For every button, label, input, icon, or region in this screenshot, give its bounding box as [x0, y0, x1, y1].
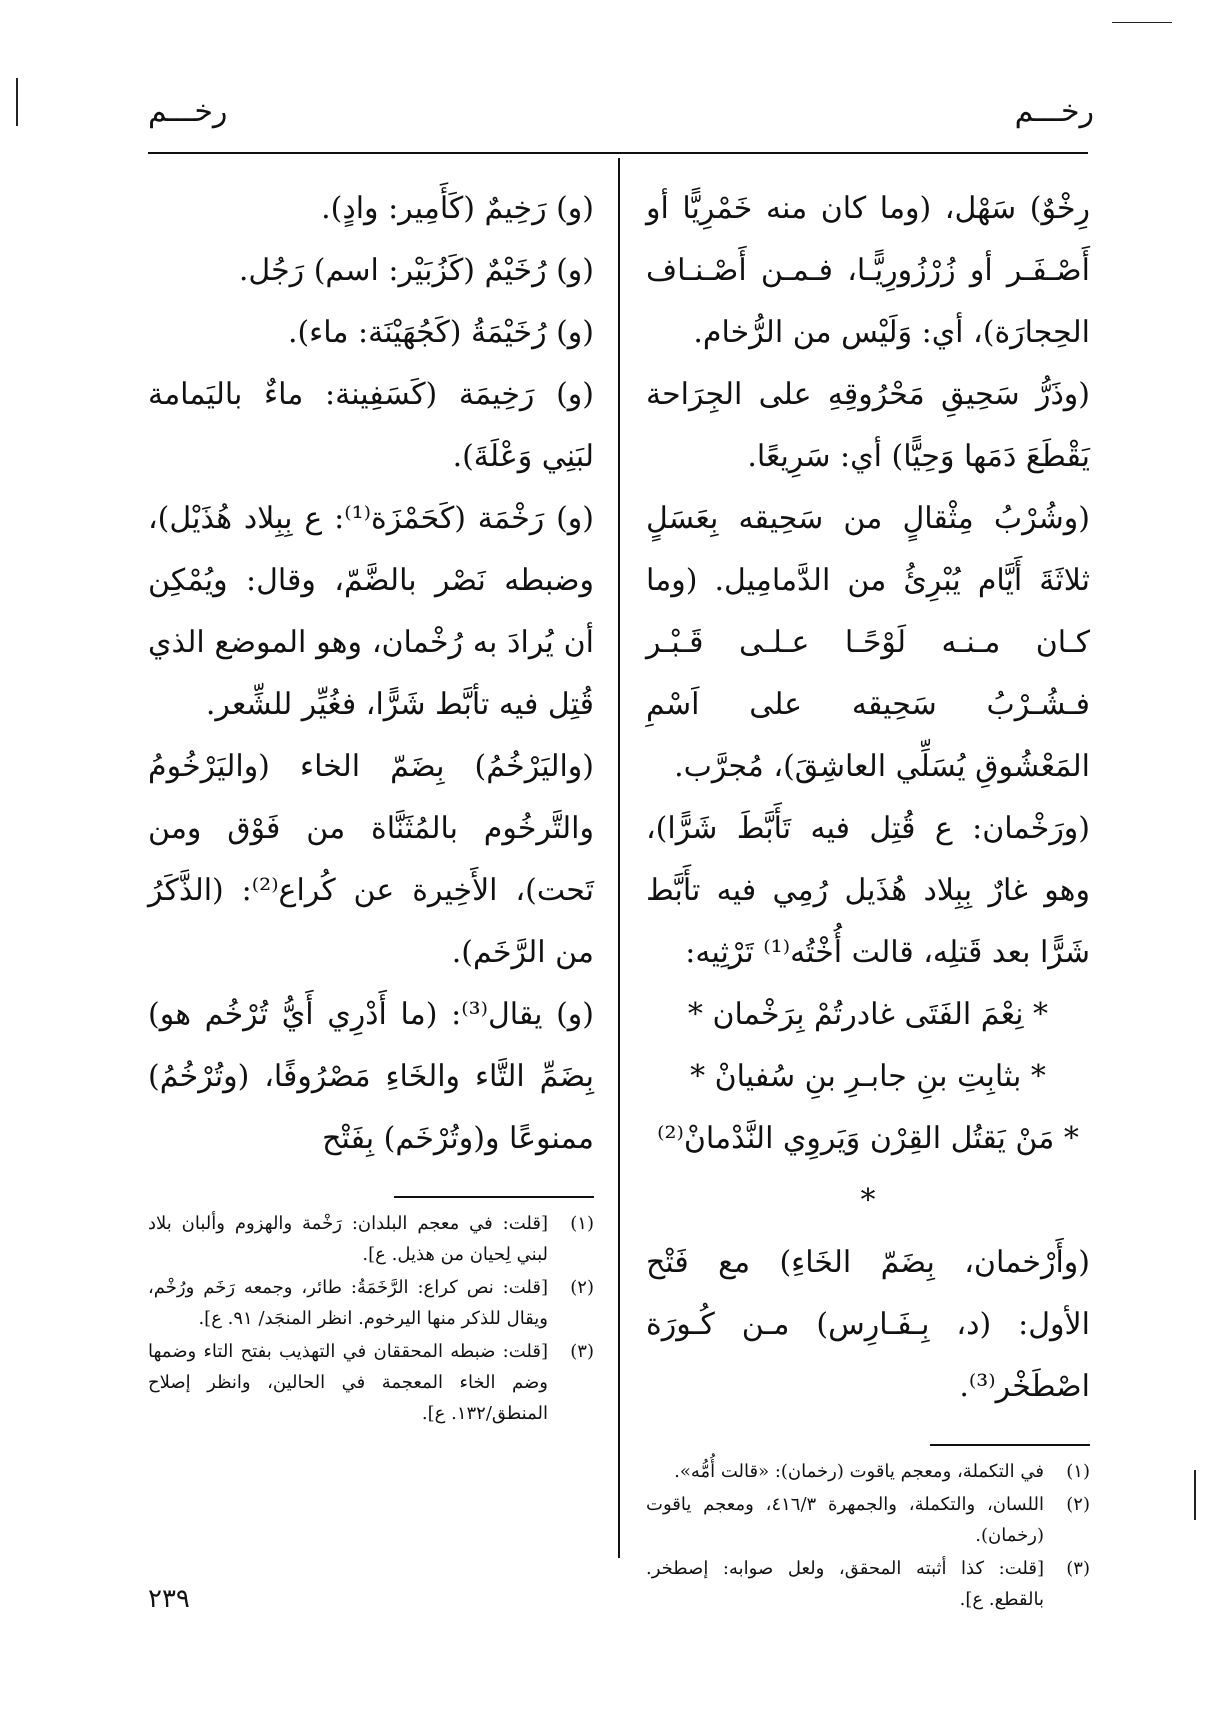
- footnote-number: (٣): [1066, 1558, 1090, 1579]
- left-paragraph-7: (و) يقال⁽³⁾: (ما أَدْرِي أَيُّ تُرْخُم هو) بِضَمِّ التَّاء والخَاءِ مَصْرُوفًا، (وتُرْخُمُ) ممنوعًا و(وتُرْخَم) بِفَتْح: [148, 997, 594, 1156]
- running-header-right: رخـــم: [1014, 94, 1094, 129]
- footnote-text: [قلت: نص كراع: الرَّخَمَةُ: طائر، وجمعه رَخَم ورُخْم، ويقال للذكر منها اليرخوم. انظر المنجَد/ ٩١. ع].: [148, 1277, 548, 1329]
- footnote-text: [قلت: في معجم البلدان: رَخْمة والهزوم وألبان بلاد لبني لِحيان من هذيل. ع].: [148, 1213, 548, 1265]
- right-footnote-3: [646, 1553, 1090, 1615]
- right-paragraph-3: (وشُرْبُ مِثْقالٍ من سَحِيقه بِعَسَلٍ ثلاثَةَ أَيَّام يُبْرِئُ من الدَّمامِيل. (وما كـان مـنـه لَوْحًـا عـلـى قَـبْـر فـشُـرْبُ سَحِيقه على اَسْمِ المَعْشُوقِ يُسَلِّي العاشِقَ)، مُجرَّب.: [646, 501, 1090, 784]
- right-paragraph-1: رِخْوٌ) سَهْل، (وما كان منه خَمْرِيًّا أو أَصْـفَـر أو زُرْزُورِيًّـا، فـمـن أَصْـنـاف الحِجارَة)، أي: وَلَيْس من الرُّخام.: [646, 191, 1090, 350]
- page-number: ٢٣٩: [148, 1584, 190, 1614]
- right-footnote-rule: [930, 1444, 1090, 1446]
- footnote-text: في التكملة، ومعجم ياقوت (رخمان): «قالت أُمُّه».: [674, 1461, 1044, 1482]
- left-paragraph-4: (و) رَخِيمَة (كَسَفِينة: ماءٌ باليَمامة لبَنِي وَعْلَةَ).: [148, 377, 594, 474]
- left-footnote-2: [148, 1272, 594, 1334]
- right-column: [646, 178, 1090, 1617]
- left-paragraph-3: (و) رُخَيْمَةُ (كَجُهَيْنَة: ماء).: [287, 315, 594, 350]
- footnote-number: (٢): [1066, 1494, 1090, 1515]
- right-paragraph-4: (ورَخْمان: ع قُتِل فيه تَأَبَّطَ شَرًّا)، وهو غارٌ بِبِلاد هُذَيل رُمِي فيه تأَبَّط شَرًّا بعد قَتلِه، قالت أُخْتُه⁽¹⁾ تَرْثِيه:: [646, 811, 1090, 970]
- right-footnote-2: [646, 1489, 1090, 1551]
- scan-edge-mark-right: [1194, 1470, 1196, 1520]
- right-footnote-1: [646, 1456, 1090, 1487]
- right-paragraph-closing: (وأَرْخمان، بِضَمّ الخَاءِ) مع فَتْح الأول: (د، بِـفَـارِس) مـن كُـورَة اصْطَخْر⁽³⁾.: [646, 1245, 1090, 1404]
- header-rule: [148, 152, 1088, 154]
- left-paragraph-2: (و) رُخَيْمٌ (كَزُبَيْر: اسم) رَجُل.: [238, 253, 594, 288]
- left-paragraph-6: (واليَرْخُمُ) بِضَمّ الخاء (واليَرْخُومُ والتَّرخُوم بالمُثَنَّاة من فَوْق ومن تَحت)، الأَخِيرة عن كُراع⁽²⁾: (الذَّكَرُ من الرَّخَم).: [148, 749, 594, 970]
- left-column: [148, 178, 594, 1431]
- left-footnote-rule: [394, 1196, 594, 1198]
- verse-line-3: * مَنْ يَقتُل القِرْن وَيَروِي النَّدْمانْ⁽²⁾ *: [657, 1121, 1079, 1218]
- left-paragraph-5: (و) رَخْمَة (كَحَمْزَة⁽¹⁾: ع بِبِلاد هُذَيْل)، وضبطه نَصْر بالضَّمّ، وقال: ويُمْكِن أن يُرادَ به رُخْمان، وهو الموضع الذي قُتِل فيه تأبَّط شَرًّا، فغُيِّر للشِّعر.: [148, 501, 594, 722]
- footnote-number: (٣): [570, 1341, 594, 1362]
- footnote-number: (١): [570, 1213, 594, 1234]
- footnote-text: [قلت: كذا أثبته المحقق، ولعل صوابه: إصطخر. بالقطع. ع].: [646, 1558, 1044, 1610]
- scan-edge-mark-left: [16, 78, 18, 126]
- left-footnote-1: [148, 1208, 594, 1270]
- scan-edge-mark-top-right: [1112, 22, 1172, 23]
- footnote-number: (١): [1066, 1461, 1090, 1482]
- right-paragraph-2: (وذَرُّ سَحِيقِ مَحْرُوقِهِ على الجِرَاحة يَقْطَعَ دَمَها وَحِيًّا) أي: سَرِيعًا.: [646, 377, 1090, 474]
- footnote-text: [قلت: ضبطه المحققان في التهذيب بفتح التاء وضمها وضم الخاء المعجمة في الحالين، وانظر إصلاح المنطق/١٣٢. ع].: [148, 1341, 548, 1424]
- column-divider: [618, 158, 620, 1558]
- verse-line-1: * نِعْمَ الفَتَى غادرتُمْ بِرَخْمان *: [687, 997, 1049, 1032]
- left-paragraph-1: (و) رَخِيمٌ (كَأَمِير: وادٍ).: [321, 191, 594, 226]
- footnote-number: (٢): [570, 1277, 594, 1298]
- verse-line-2: * بثابِتِ بنِ جابـرِ بنِ سُفيانْ *: [690, 1059, 1046, 1094]
- left-footnote-3: [148, 1336, 594, 1429]
- footnote-text: اللسان، والتكملة، والجمهرة ٤١٦/٣، ومعجم ياقوت (رخمان).: [646, 1494, 1045, 1546]
- running-header-left: رخـــم: [148, 94, 228, 129]
